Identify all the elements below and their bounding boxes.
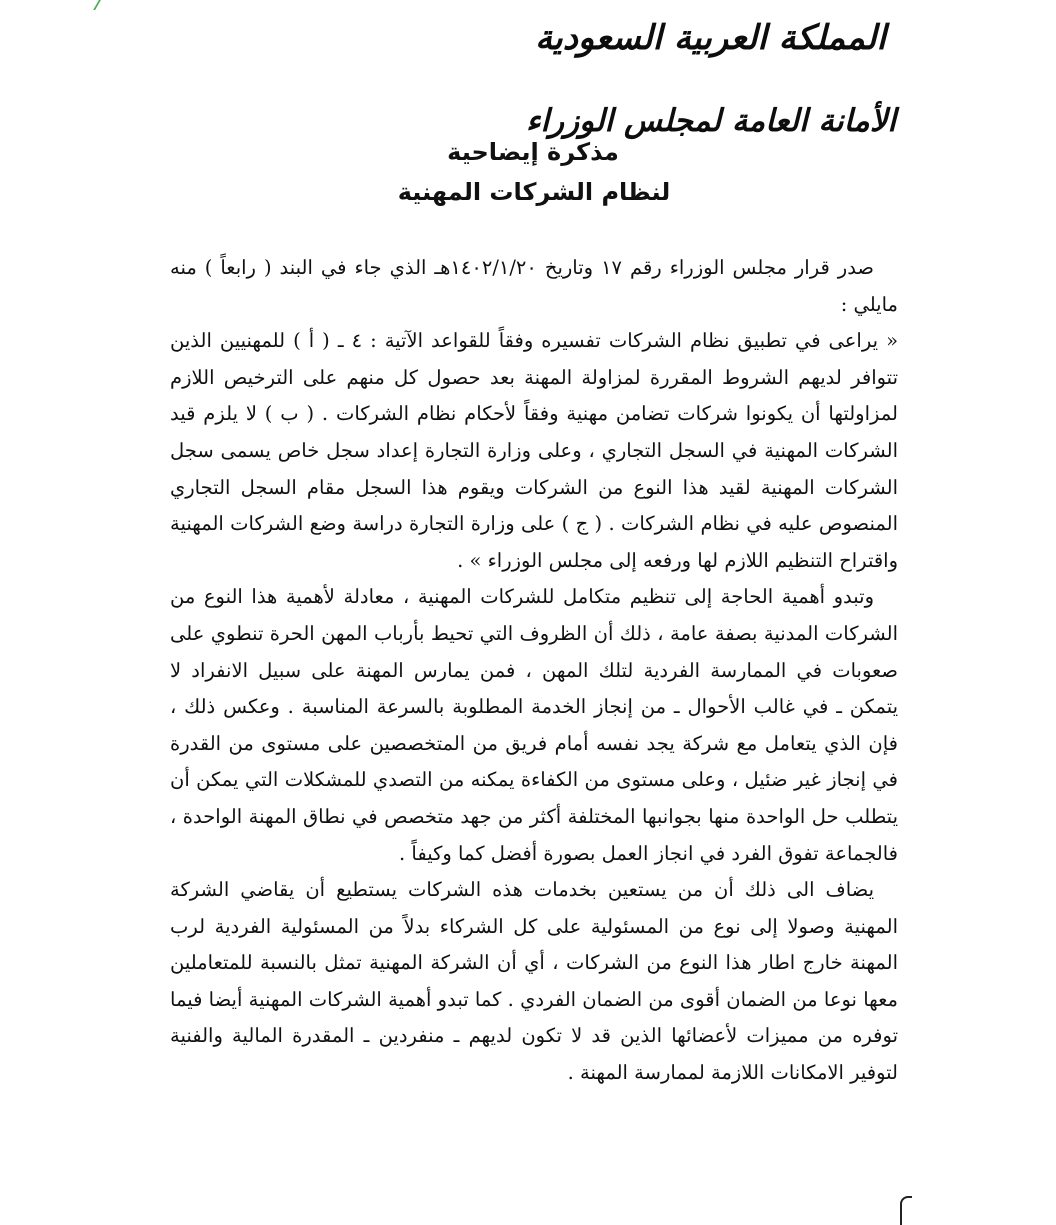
title-line-1: مذكرة إيضاحية	[447, 138, 619, 166]
letterhead	[496, 0, 896, 140]
title-line-2: لنظام الشركات المهنية	[397, 178, 671, 206]
kingdom-name: المملكة العربية السعودية	[535, 18, 886, 58]
paragraph-4: يضاف الى ذلك أن من يستعين بخدمات هذه الشركات يستطيع أن يقاضي الشركة المهنية وصولا إلى نوع من المسئولية على كل الشركاء بدلاً من المسئولية الفردية لرب المهنة خارج اطار هذا النوع من الشركات ، أي أن الشركة المهنية تمثل بالنسبة للمتعاملين معها نوعا من الضمان أقوى من الضمان الفردي . كما تبدو أهمية الشركات المهنية أيضا فيما توفره من مميزات لأعضائها الذين قد لا تكون لديهم ـ منفردين ـ المقدرة المالية والفنية لتوفير الامكانات اللازمة لممارسة المهنة .	[170, 878, 898, 1085]
page-edge-mark	[900, 1196, 912, 1225]
memo-body	[170, 250, 898, 1092]
corner-mark	[93, 0, 117, 10]
paragraph-1: صدر قرار مجلس الوزراء رقم ١٧ وتاريخ ١٤٠٢/١/٢٠هـ الذي جاء في البند ( رابعاً ) منه مايلي :	[170, 256, 898, 316]
secretariat-name: الأمانة العامة لمجلس الوزراء	[525, 103, 896, 139]
paragraph-3: وتبدو أهمية الحاجة إلى تنظيم متكامل للشركات المهنية ، معادلة لأهمية هذا النوع من الشركات المدنية بصفة عامة ، ذلك أن الظروف التي تحيط بأرباب المهن الحرة تنطوي على صعوبات في الممارسة الفردية لتلك المهن ، فمن يمارس المهنة على سبيل الانفراد لا يتمكن ـ في غالب الأحوال ـ من إنجاز الخدمة المطلوبة بالسرعة المناسبة . وعكس ذلك ، فإن الذي يتعامل مع شركة يجد نفسه أمام فريق من المتخصصين على مستوى من القدرة في إنجاز غير ضئيل ، وعلى مستوى من الكفاءة يمكنه من التصدي للمشكلات التي يمكن أن يتطلب حل الواحدة منها بجوانبها المختلفة أكثر من جهد متخصص في نطاق المهنة الواحدة ، فالجماعة تفوق الفرد في انجاز العمل بصورة أفضل كما وكيفاً .	[170, 585, 898, 865]
document-title	[0, 132, 1056, 212]
paragraph-2: « يراعى في تطبيق نظام الشركات تفسيره وفقاً للقواعد الآتية : ٤ ـ ( أ ) للمهنيين الذين تتوافر لديهم الشروط المقررة لمزاولة المهنة بعد حصول كل منهم على الترخيص اللازم لمزاولتها أن يكونوا شركات تضامن مهنية وفقاً لأحكام نظام الشركات . ( ب ) لا يلزم قيد الشركات المهنية في السجل التجاري ، وعلى وزارة التجارة إعداد سجل خاص يسمى سجل الشركات المهنية لقيد هذا النوع من الشركات ويقوم هذا السجل مقام السجل التجاري المنصوص عليه في نظام الشركات . ( ج ) على وزارة التجارة دراسة وضع الشركات المهنية واقتراح التنظيم اللازم لها ورفعه إلى مجلس الوزراء » .	[170, 329, 899, 572]
